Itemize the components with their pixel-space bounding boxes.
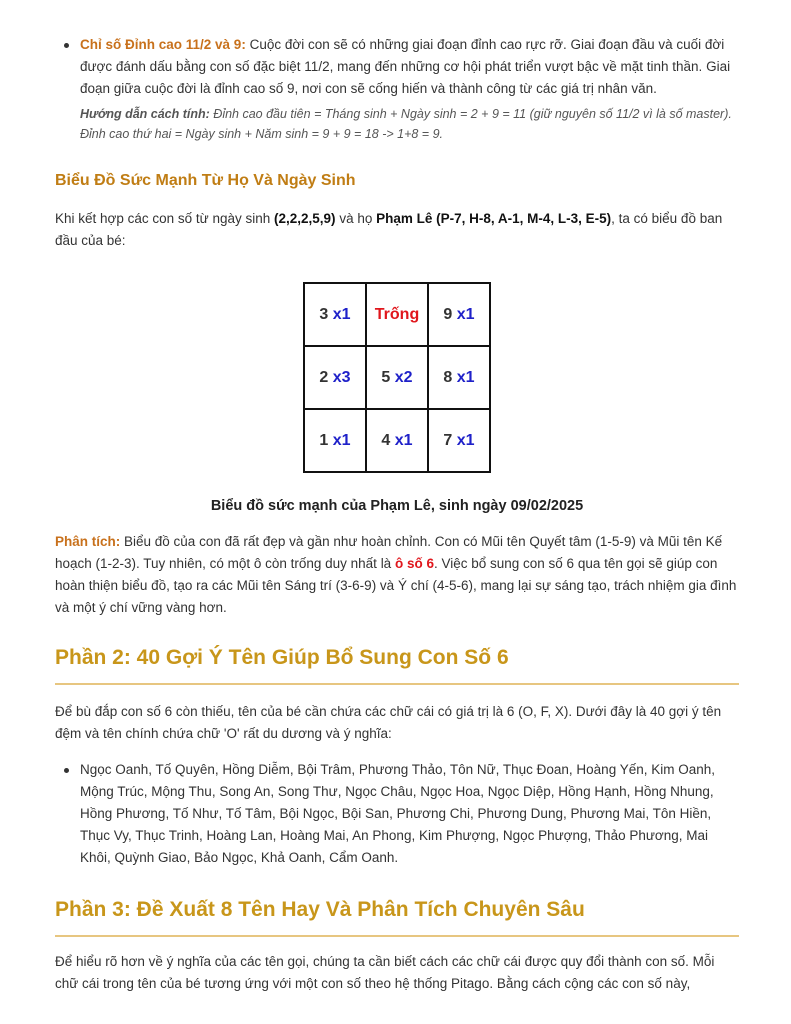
peak-label: Chỉ số Đỉnh cao 11/2 và 9:: [80, 37, 246, 52]
cell-number: 3: [319, 305, 329, 323]
grid-row: [304, 346, 490, 409]
list-item: [80, 34, 739, 100]
grid-cell-4: [366, 409, 428, 472]
grid-cell-9: [428, 283, 490, 346]
heading-divider: [55, 935, 739, 937]
part3-heading: Phần 3: Đề Xuất 8 Tên Hay Và Phân Tích Chuyên Sâu: [55, 898, 585, 921]
grid-cell-5: [366, 346, 428, 409]
missing-cell-highlight: ô số 6: [394, 556, 434, 571]
surname-digits: Phạm Lê (P-7, H-8, A-1, M-4, L-3, E-5): [376, 211, 612, 226]
part3-header: [55, 897, 739, 937]
calculation-hint: [80, 104, 739, 144]
cell-count: x1: [456, 431, 475, 449]
grid-cell-7: [428, 409, 490, 472]
cell-count: x1: [456, 368, 475, 386]
cell-count: x1: [456, 305, 475, 323]
cell-count: x3: [332, 368, 351, 386]
cell-number: 4: [381, 431, 391, 449]
cell-number: 1: [319, 431, 329, 449]
part3-intro: Để hiểu rõ hơn về ý nghĩa của các tên gọi, chúng ta cần biết cách các chữ cái được quy đổi thành con số. Mỗi chữ cái trong tên của bé tương ứng với một con số theo hệ thống Pitago. Bằng cách cộng các con số này,: [55, 954, 715, 991]
cell-count: x2: [394, 368, 413, 386]
analysis-text-1: Biểu đồ của con đã rất đẹp và gần như hoàn chỉnh. Con có Mũi tên Quyết tâm (1-5-9) và Mũi tên Kế hoạch (1-2-3). Tuy nhiên, có một ô còn trống duy nhất là: [55, 534, 723, 571]
heading-divider: [55, 683, 739, 685]
cell-number: 8: [443, 368, 453, 386]
cell-number: 5: [381, 368, 391, 386]
grid-cell-8: [428, 346, 490, 409]
analysis-text-2: . Việc bổ sung con số 6 qua tên gọi sẽ giúp con hoàn thiện biểu đồ, tạo ra các Mũi tên Sáng trí (3-6-9) và Ý chí (4-5-6), mang lại sự sáng tạo, trách nhiệm gia đình và một ý chí vững vàng hơn.: [55, 556, 737, 615]
cell-number: 2: [319, 368, 329, 386]
cell-count: x1: [332, 431, 351, 449]
intro-text-1: Khi kết hợp các con số từ ngày sinh: [55, 211, 275, 226]
analysis-label: Phân tích:: [55, 534, 121, 549]
grid-cell-1: [304, 409, 366, 472]
hint-text: Đỉnh cao đầu tiên = Tháng sinh + Ngày sinh = 2 + 9 = 11 (giữ nguyên số 11/2 vì là số master). Đỉnh cao thứ hai = Ngày sinh + Năm sinh = 9 + 9 = 18 -> 1+8 = 9.: [80, 107, 732, 141]
grid-cell-3: [304, 283, 366, 346]
intro-text-2: và họ: [335, 211, 377, 226]
cell-number: 7: [443, 431, 453, 449]
cell-count: x1: [394, 431, 413, 449]
peak-text: Cuộc đời con sẽ có những giai đoạn đỉnh cao rực rỡ. Giai đoạn đầu và cuối đời được đánh dấu bằng con số đặc biệt 11/2, mang đến những cơ hội phát triển vượt bậc về mặt tinh thần. Giai đoạn giữa cuộc đời là đỉnh cao số 9, nơi con sẽ cống hiến và thành công từ các giá trị nhân văn.: [80, 37, 731, 96]
grid-row: [304, 409, 490, 472]
grid-row: [304, 283, 490, 346]
birth-digits: (2,2,2,5,9): [274, 211, 336, 226]
analysis-paragraph: [55, 531, 739, 619]
peak-bullet-list: [55, 34, 739, 100]
part2-heading: Phần 2: 40 Gợi Ý Tên Giúp Bổ Sung Con Số 6: [55, 646, 509, 669]
strength-chart-wrapper: [55, 282, 739, 473]
chart-section-heading: Biểu Đồ Sức Mạnh Từ Họ Và Ngày Sinh: [55, 172, 356, 189]
cell-count: x1: [332, 305, 351, 323]
part2-header: [55, 645, 739, 685]
cell-number: 9: [443, 305, 453, 323]
article-body: [55, 34, 739, 995]
chart-intro: [55, 208, 739, 252]
hint-label: Hướng dẫn cách tính:: [80, 107, 210, 121]
strength-chart-grid: [303, 282, 491, 473]
chart-caption: Biểu đồ sức mạnh của Phạm Lê, sinh ngày 09/02/2025: [210, 498, 584, 514]
grid-cell-6-empty: Trống: [366, 283, 428, 346]
part2-intro: Để bù đắp con số 6 còn thiếu, tên của bé cần chứa các chữ cái có giá trị là 6 (O, F, X). Dưới đây là 40 gợi ý tên đệm và tên chính chứa chữ 'O' rất du dương và ý nghĩa:: [55, 704, 722, 741]
name-suggestion-list: [55, 759, 739, 869]
grid-cell-2: [304, 346, 366, 409]
list-item: Ngọc Oanh, Tố Quyên, Hồng Diễm, Bội Trâm, Phương Thảo, Tôn Nữ, Thục Đoan, Hoàng Yến, Kim Oanh, Mộng Trúc, Mộng Thu, Song An, Song Thư, Ngọc Châu, Ngọc Hoa, Ngọc Diệp, Hồng Hạnh, Hồng Nhung, Hồng Phương, Tố Như, Tố Tâm, Bội Ngọc, Bội San, Phương Chi, Phương Dung, Phương Mai, Tôn Hiền, Thục Vy, Thục Trinh, Hoàng Lan, Hoàng Mai, An Phong, Kim Phượng, Ngọc Phượng, Thảo Phương, Mai Khôi, Quỳnh Giao, Bảo Ngọc, Khả Oanh, Cẩm Oanh.: [80, 759, 739, 869]
intro-text-3: , ta có biểu đồ ban đầu của bé:: [55, 211, 723, 248]
